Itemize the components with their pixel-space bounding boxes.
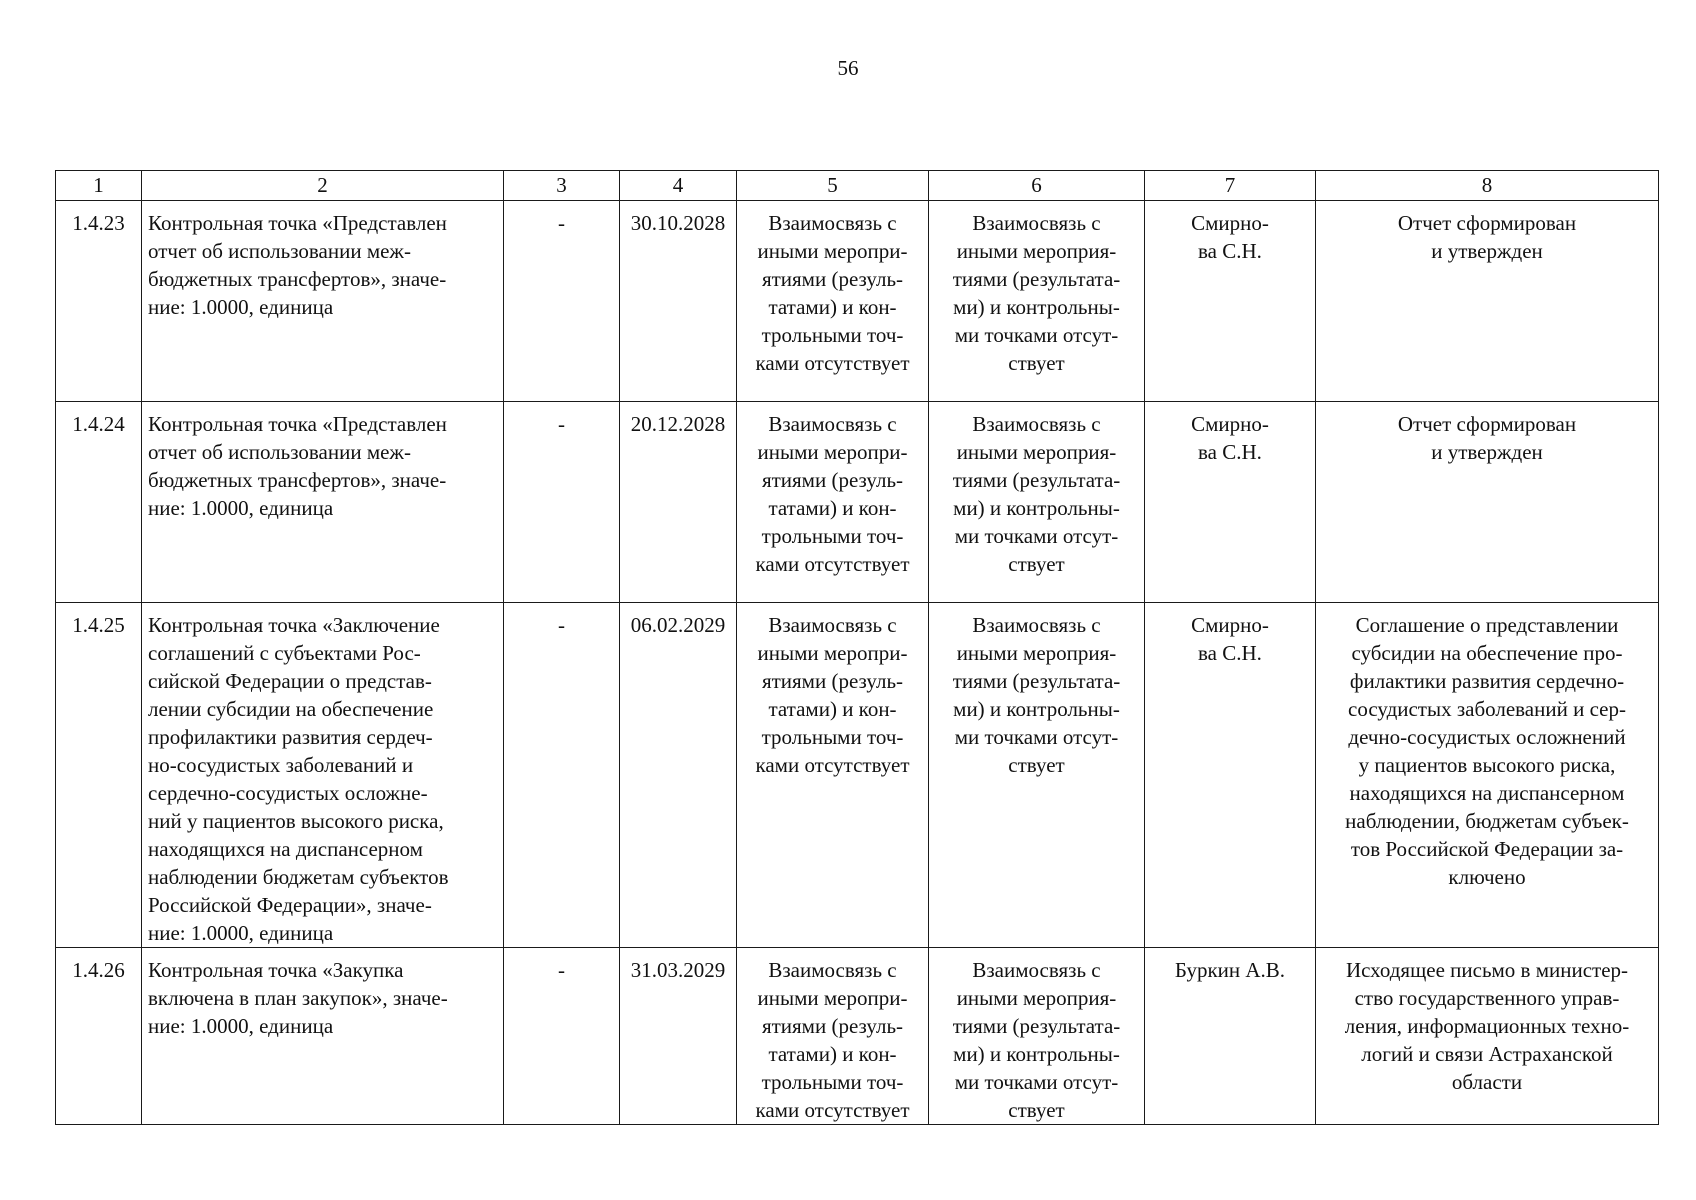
date-cell: 20.12.2028 — [620, 402, 737, 603]
responsible-cell: Смирно- ва С.Н. — [1145, 201, 1316, 402]
date-cell: 30.10.2028 — [620, 201, 737, 402]
column-header-6: 6 — [929, 171, 1145, 201]
relation-results-cell: Взаимосвязь с иными мероприя- тиями (результата- ми) и контрольны- ми точками отсут- ствует — [929, 948, 1145, 1125]
result-document-cell: Соглашение о представлении субсидии на обеспечение про- филактики развития сердечно- сосудистых заболеваний и сер- дечно-сосудистых осложнений у пациентов высокого риска, находящихся на диспансерном наблюдении, бюджетам субъек- тов Российской Федерации за- ключено — [1316, 603, 1659, 948]
relation-results-cell: Взаимосвязь с иными мероприя- тиями (результата- ми) и контрольны- ми точками отсут- ствует — [929, 201, 1145, 402]
control-point-name-cell: Контрольная точка «Представлен отчет об использовании меж- бюджетных трансфертов», значе- ние: 1.0000, единица — [142, 402, 504, 603]
relation-cell: Взаимосвязь с иными меропри- ятиями (резуль- татами) и кон- трольными точ- ками отсутствует — [737, 201, 929, 402]
relation-cell: Взаимосвязь с иными меропри- ятиями (резуль- татами) и кон- трольными точ- ками отсутствует — [737, 948, 929, 1125]
control-point-name-cell: Контрольная точка «Закупка включена в план закупок», значе- ние: 1.0000, единица — [142, 948, 504, 1125]
table-row — [56, 603, 1659, 948]
column-3-cell: - — [504, 603, 620, 948]
table-row — [56, 201, 1659, 402]
column-header-2: 2 — [142, 171, 504, 201]
relation-results-cell: Взаимосвязь с иными мероприя- тиями (результата- ми) и контрольны- ми точками отсут- ствует — [929, 402, 1145, 603]
result-document-cell: Исходящее письмо в министер- ство государственного управ- ления, информационных техно- логий и связи Астраханской области — [1316, 948, 1659, 1125]
result-document-cell: Отчет сформирован и утвержден — [1316, 402, 1659, 603]
row-number-cell: 1.4.26 — [56, 948, 142, 1125]
table-row — [56, 402, 1659, 603]
column-header-8: 8 — [1316, 171, 1659, 201]
row-number-cell: 1.4.25 — [56, 603, 142, 948]
column-header-7: 7 — [1145, 171, 1316, 201]
date-cell: 06.02.2029 — [620, 603, 737, 948]
control-points-table — [55, 170, 1659, 1125]
column-3-cell: - — [504, 948, 620, 1125]
responsible-cell: Буркин А.В. — [1145, 948, 1316, 1125]
column-3-cell: - — [504, 201, 620, 402]
relation-results-cell: Взаимосвязь с иными мероприя- тиями (результата- ми) и контрольны- ми точками отсут- ствует — [929, 603, 1145, 948]
column-header-1: 1 — [56, 171, 142, 201]
table-row — [56, 948, 1659, 1125]
column-header-5: 5 — [737, 171, 929, 201]
relation-cell: Взаимосвязь с иными меропри- ятиями (резуль- татами) и кон- трольными точ- ками отсутствует — [737, 402, 929, 603]
row-number-cell: 1.4.23 — [56, 201, 142, 402]
result-document-cell: Отчет сформирован и утвержден — [1316, 201, 1659, 402]
control-point-name-cell: Контрольная точка «Заключение соглашений с субъектами Рос- сийской Федерации о представ- лении субсидии на обеспечение профилактики развития сердеч- но-сосудистых заболеваний и сердечно-сосудистых осложне- ний у пациентов высокого риска, находящихся на диспансерном наблюдении бюджетам субъектов Российской Федерации», значе- ние: 1.0000, единица — [142, 603, 504, 948]
row-number-cell: 1.4.24 — [56, 402, 142, 603]
responsible-cell: Смирно- ва С.Н. — [1145, 402, 1316, 603]
column-number-row — [56, 171, 1659, 201]
relation-cell: Взаимосвязь с иными меропри- ятиями (резуль- татами) и кон- трольными точ- ками отсутствует — [737, 603, 929, 948]
responsible-cell: Смирно- ва С.Н. — [1145, 603, 1316, 948]
date-cell: 31.03.2029 — [620, 948, 737, 1125]
column-3-cell: - — [504, 402, 620, 603]
column-header-3: 3 — [504, 171, 620, 201]
control-point-name-cell: Контрольная точка «Представлен отчет об использовании меж- бюджетных трансфертов», значе- ние: 1.0000, единица — [142, 201, 504, 402]
page-number: 56 — [837, 56, 859, 80]
column-header-4: 4 — [620, 171, 737, 201]
